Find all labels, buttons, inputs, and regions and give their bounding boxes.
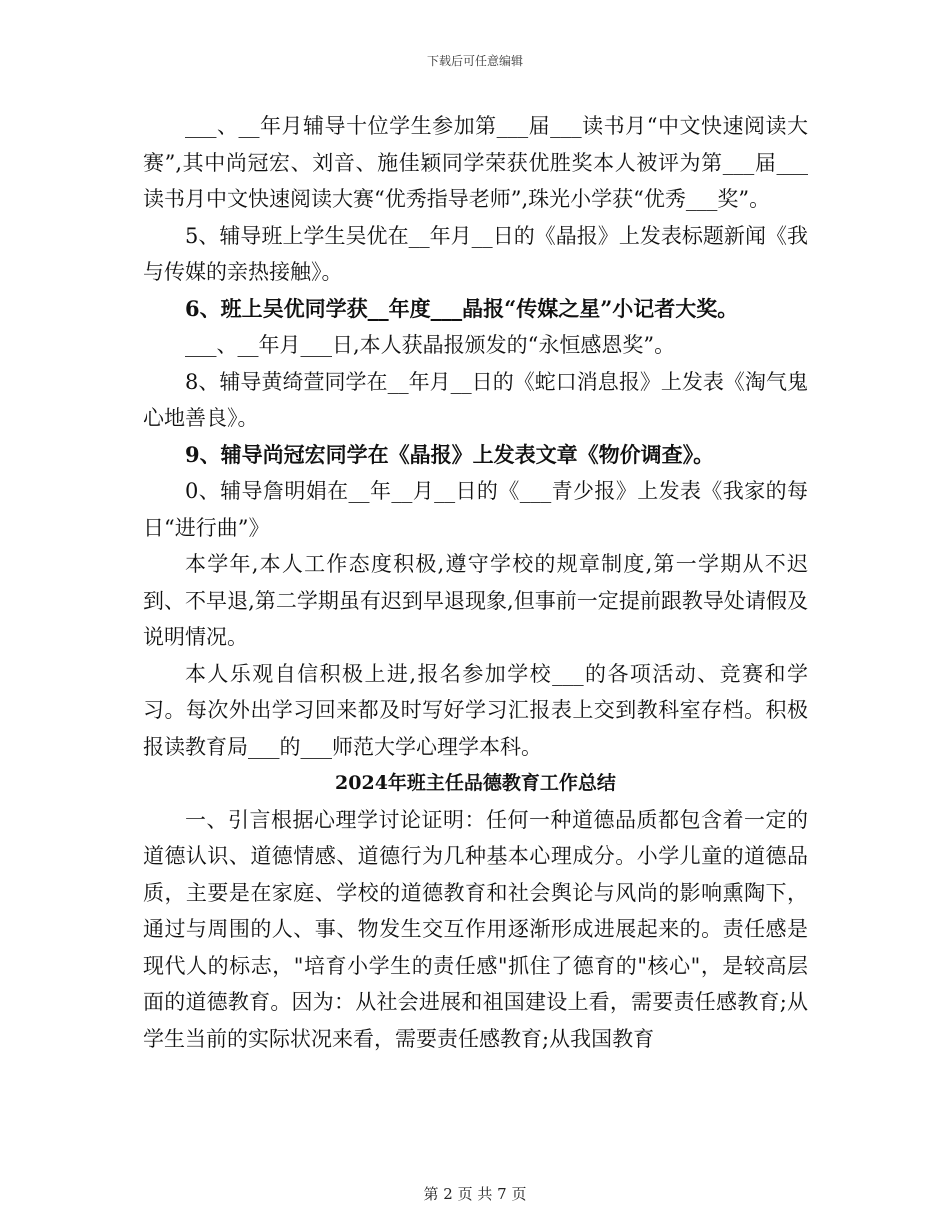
paragraph-attendance: 本学年,本人工作态度积极,遵守学校的规章制度,第一学期从不迟到、不早退,第二学期虽有迟到早退现象,但事前一定提前跟教导处请假及说明情况。	[143, 552, 808, 649]
document-body	[143, 108, 808, 1057]
page-number: 第 2 页 共 7 页	[423, 1185, 527, 1203]
paragraph-item-6: 6、班上吴优同学获__年度___晶报“传媒之星”小记者大奖。	[185, 295, 739, 321]
section-title: 2024年班主任品德教育工作总结	[335, 772, 616, 794]
paragraph-item-8: 8、辅导黄绮萱同学在__年月__日的《蛇口消息报》上发表《淘气鬼心地善良》。	[143, 369, 808, 430]
paragraph-item-10: 0、辅导詹明娟在__年__月__日的《___青少报》上发表《我家的每日“进行曲”》	[143, 479, 808, 540]
paragraph-self-improvement: 本人乐观自信积极上进,报名参加学校___的各项活动、竞赛和学习。每次外出学习回来都及时写好学习汇报表上交到教科室存档。积极报读教育局___的___师范大学心理学本科。	[143, 661, 808, 759]
section-intro-paragraph: 一、引言根据心理学讨论证明：任何一种道德品质都包含着一定的道德认识、道德情感、道德行为几种基本心理成分。小学儿童的道德品质，主要是在家庭、学校的道德教育和社会舆论与风尚的影响熏陶下，通过与周围的人、事、物发生交互作用逐渐形成进展起来的。责任感是现代人的标志，"培育小学生的责任感"抓住了德育的"核心"，是较高层面的道德教育。因为：从社会进展和祖国建设上看，需要责任感教育;从学生当前的实际状况来看，需要责任感教育;从我国教育	[143, 807, 808, 1051]
paragraph-item-9: 9、辅导尚冠宏同学在《晶报》上发表文章《物价调查》。	[185, 441, 715, 467]
paragraph-gratitude-award: ___、__年月___日,本人获晶报颁发的“永恒感恩奖”。	[185, 333, 676, 357]
page-header-note: 下载后可任意编辑	[426, 54, 523, 68]
paragraph-reading-contest: ___、__年月辅导十位学生参加第___届___读书月“中文快速阅读大赛”,其中尚冠宏、刘音、施佳颖同学荣获优胜奖本人被评为第___届___读书月中文快速阅读大赛“优秀指导老师”,珠光小学获“优秀___奖”。	[143, 114, 808, 211]
paragraph-item-5: 5、辅导班上学生吴优在__年月__日的《晶报》上发表标题新闻《我与传媒的亲热接触》。	[143, 223, 808, 284]
